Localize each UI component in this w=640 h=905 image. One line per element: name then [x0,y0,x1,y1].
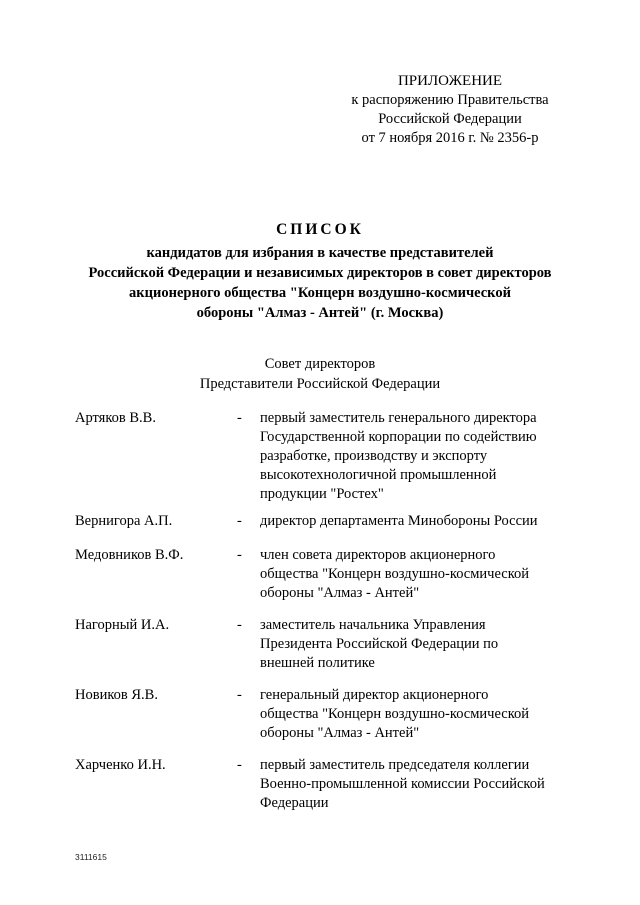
member-dash: - [237,617,242,633]
position-line: обороны "Алмаз - Антей" [260,725,420,741]
position-line: Военно-промышленной комиссии Российской [260,776,545,792]
position-line: Федерации [260,795,329,811]
position-line: разработке, производству и экспорту [260,448,488,464]
member-position [260,756,580,813]
position-line: внешней политике [260,655,375,671]
member-dash: - [237,410,242,426]
member-position [260,512,580,531]
subtitle-line: обороны "Алмаз - Антей" (г. Москва) [196,305,444,321]
position-line: общества "Концерн воздушно-космической [260,706,530,722]
position-line: Президента Российской Федерации по [260,636,499,652]
position-line: обороны "Алмаз - Антей" [260,585,420,601]
position-line: директор департамента Минобороны России [260,513,538,529]
member-position [260,409,580,504]
position-line: первый заместитель генерального директора [260,410,537,426]
member-position [260,686,580,743]
member-name: Харченко И.Н. [75,757,166,773]
position-line: член совета директоров акционерного [260,547,496,563]
position-line: генеральный директор акционерного [260,687,489,703]
member-name: Нагорный И.А. [75,617,170,633]
list-title: СПИСОК [276,221,364,238]
board-heading: Совет директоров [264,356,376,372]
group-heading: Представители Российской Федерации [199,376,441,392]
position-line: общества "Концерн воздушно-космической [260,566,530,582]
position-line: высокотехнологичной промышленной [260,467,497,483]
member-position [260,616,580,673]
appendix-title: ПРИЛОЖЕНИЕ [397,73,503,89]
position-line: первый заместитель председателя коллегии [260,757,530,773]
member-dash: - [237,547,242,563]
subtitle-line: акционерного общества "Концерн воздушно-космической [129,285,511,301]
document-code: 3111615 [75,852,107,862]
member-dash: - [237,513,242,529]
member-name: Новиков Я.В. [75,687,158,703]
appendix-line-1: к распоряжению Правительства [351,92,549,108]
subtitle-line: Российской Федерации и независимых директоров в совет директоров [88,265,552,281]
position-line: Государственной корпорации по содействию [260,429,537,445]
appendix-line-3: от 7 ноября 2016 г. № 2356-р [361,130,539,146]
appendix-line-2: Российской Федерации [378,111,522,127]
member-name: Медовников В.Ф. [75,547,184,563]
member-dash: - [237,687,242,703]
subtitle-line: кандидатов для избрания в качестве представителей [146,245,494,261]
member-name: Артяков В.В. [75,410,156,426]
position-line: заместитель начальника Управления [260,617,486,633]
position-line: продукции "Ростех" [260,486,384,502]
member-dash: - [237,757,242,773]
member-position [260,546,580,603]
member-name: Вернигора А.П. [75,513,173,529]
